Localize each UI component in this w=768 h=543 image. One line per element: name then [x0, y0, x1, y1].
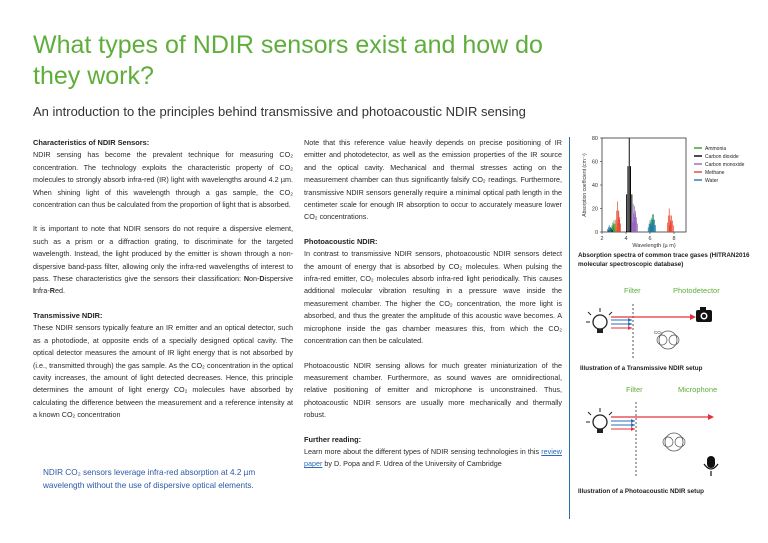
lightbulb-icon: [586, 408, 612, 433]
transmissive-setup-illustration: [578, 282, 758, 364]
paragraph-photoacoustic: In contrast to transmissive NDIR sensors, photoacoustic NDIR sensors detect the amount of energy that is absorbed by CO₂ molecules. When pulsing the infra-red emitter, CO₂ molecules absorb infra-red light periodically. This causes additional molecular vibration resulting in a pressure wave inside the measurement chamber. The higher the CO₂ concentration, the more light is absorbed, and thus the greater the amplitude of this acoustic wave becomes. A microphone inside the gas chamber measures this, from which the CO₂ concentration can then be calculated.: [304, 249, 562, 346]
x-tick-label: 2: [600, 236, 604, 242]
paragraph-transmissive: These NDIR sensors typically feature an IR emitter and an optical detector, such as a photodiode, at opposite ends of a specially designed optical cavity. The optical detector measures the amount of IR light energy that is not absorbed by (i.e., transmitted through) the gas sample. As the CO₂ concentration in the optical cavity increases, the amount of light detected decreases. Hence, this principle determines the amount of light energy CO₂ molecules have absorbed by calculating the difference between the measurement and a reference intensity at a known CO₂ concentration: [33, 323, 293, 420]
molecule-label: CO₂: [654, 330, 663, 335]
acronym-i: I: [33, 286, 35, 296]
middle-column: [304, 137, 562, 483]
section-heading-transmissive: Transmissive NDIR:: [33, 310, 103, 320]
x-tick-label: 4: [624, 236, 628, 242]
legend-label: Carbon dioxide: [705, 154, 739, 160]
x-axis-label: Wavelength (µ m): [632, 243, 676, 248]
acronym-text-4: ed.: [54, 286, 65, 296]
page-title: What types of NDIR sensors exist and how do they work?: [33, 31, 543, 90]
co2-molecule-icon: [654, 330, 679, 349]
section-heading-characteristics: Characteristics of NDIR Sensors:: [33, 138, 150, 147]
photo-filter-label: Filter: [626, 385, 643, 394]
paragraph-miniaturization: Photoacoustic NDIR sensing allows for much greater miniaturization of the measurement chamber. Furthermore, as sound waves are omnidirectional, relative positioning of emitter and microphone is unconstrained. Thus, photoacoustic NDIR sensors are usually more mechanically and thermally robust.: [304, 360, 562, 420]
y-axis-label: Absorption coefficient (cm⁻¹): [582, 153, 588, 217]
review-paper-link[interactable]: review paper: [304, 446, 562, 469]
dispersive-text: It is important to note that NDIR sensors do not require a dispersive element, such as a prism or a diffraction grating, to discriminate for the targeted wavelength. Instead, the light produced by the emitter is shown through a non-dispersive band-pass filter, allowing only the infra-red wavelengths of interest to pass. These characteristics give the sensors their classification:: [33, 224, 293, 284]
acronym-d: D: [259, 274, 265, 284]
section-heading-photoacoustic: Photoacoustic NDIR:: [304, 236, 378, 246]
absorption-spectra-chart: [574, 132, 746, 248]
trans-filter-label: Filter: [624, 286, 641, 295]
y-tick-label: 20: [591, 206, 598, 213]
photoacoustic-setup-illustration: [578, 382, 758, 482]
photo-microphone-label: Microphone: [678, 385, 718, 394]
section-heading-further-reading: Further reading:: [304, 434, 362, 444]
further-reading-text: Learn more about the different types of NDIR sensing technologies in this: [304, 446, 542, 456]
legend-label: Ammonia: [705, 146, 727, 152]
co2-molecule-icon: [663, 433, 685, 451]
left-column: [33, 137, 293, 434]
photoacoustic-caption: Illustration of a Photoacoustic NDIR setup: [578, 488, 704, 495]
page-subtitle: An introduction to the principles behind transmissive and photoacoustic NDIR sensing: [33, 104, 526, 119]
trans-detector-label: Photodetector: [673, 286, 720, 295]
paragraph-further-reading: [304, 446, 562, 471]
x-tick-label: 6: [648, 236, 652, 242]
camera-icon: [696, 307, 712, 322]
y-tick-label: 80: [591, 136, 598, 142]
paragraph-characteristics: NDIR sensing has become the prevalent technique for measuring CO₂ concentration. The technology exploits the characteristic property of CO₂ molecules to strongly absorb infra-red (IR) light with wavelengths around 4.2 µm. When shining light of this wavelength through a gas sample, the CO₂ concentration can thus be calculated from the proportion of light that is absorbed.: [33, 150, 293, 210]
acronym-text-2: ispersive: [264, 274, 293, 284]
transmissive-caption: Illustration of a Transmissive NDIR setup: [580, 365, 703, 372]
y-tick-label: 60: [591, 159, 598, 166]
acronym-r: R: [49, 286, 55, 296]
legend-label: Carbon monoxide: [705, 162, 745, 168]
acronym-text-1: on-: [249, 274, 260, 284]
paragraph-reference-value: Note that this reference value heavily depends on precise positioning of IR emitter and photodetector, as well as the emission properties of the IR source and the optical cavity. Mechanical and thermal stresses acting on the measurement chamber can thus significantly falsify CO₂ readings. Furthermore, transmissive NDIR sensors generally require a minimal optical path length in the centimeter scale for enough IR absorption to occur to accurately measure lower CO₂ concentrations.: [304, 138, 562, 222]
plot-frame: [602, 138, 686, 232]
acronym-n: N: [243, 274, 250, 284]
x-tick-label: 8: [672, 236, 676, 242]
acronym-text-3: nfra-: [35, 286, 50, 296]
chart-caption: Absorption spectra of common trace gases (HITRAN2016 molecular spectroscopic database): [578, 252, 750, 268]
legend-label: Methane: [705, 170, 725, 176]
y-tick-label: 0: [594, 230, 598, 236]
lightbulb-icon: [586, 308, 612, 333]
further-reading-text-end: by D. Popa and F. Udrea of the University of Cambridge: [322, 459, 502, 469]
microphone-icon: [704, 456, 718, 476]
column-divider: [569, 137, 570, 519]
pull-quote: NDIR CO₂ sensors leverage infra-red absorption at 4.2 µm wavelength without the use of dispersive optical elements.: [43, 468, 256, 490]
paragraph-dispersive: [33, 223, 293, 297]
y-tick-label: 40: [591, 183, 598, 189]
legend-label: Water: [705, 178, 719, 184]
